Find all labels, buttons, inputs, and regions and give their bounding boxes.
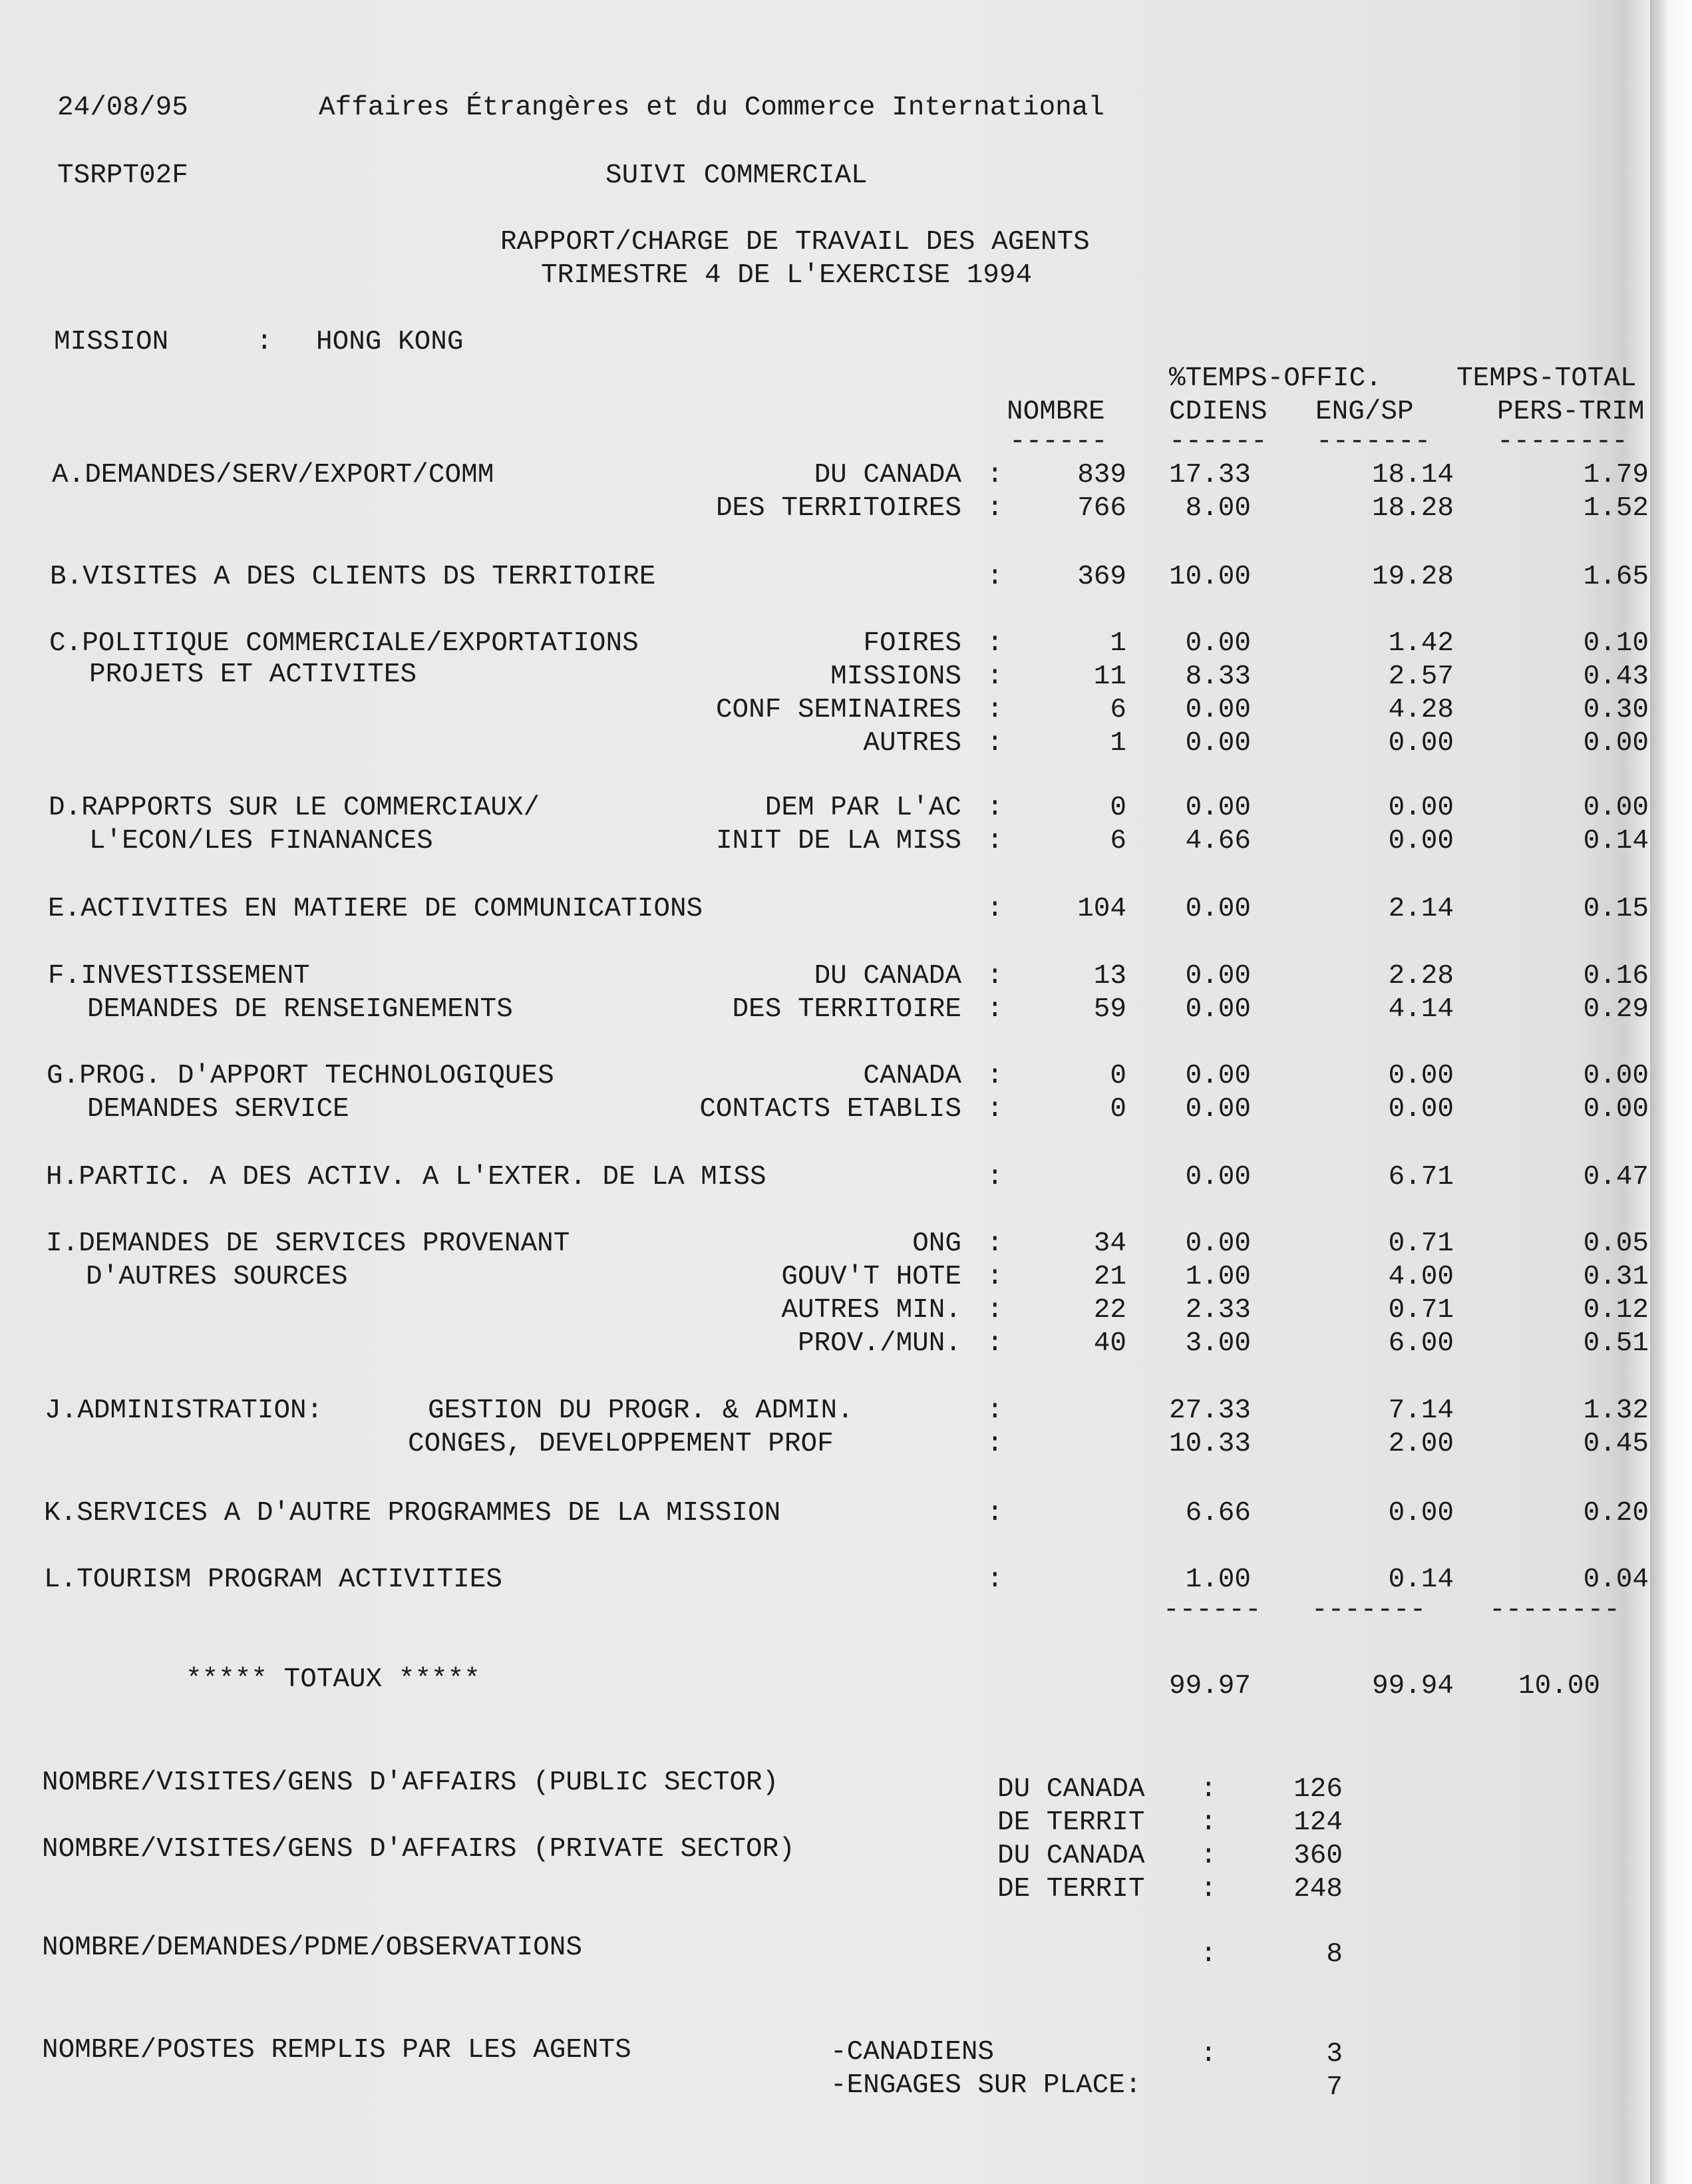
colon: : [987, 1328, 1003, 1359]
engsp-value: 0.71 [1388, 1228, 1454, 1259]
col-nombre: NOMBRE [1007, 397, 1105, 427]
total-value: 0.47 [1583, 1162, 1649, 1192]
total-value: 1.32 [1583, 1395, 1649, 1426]
report-period: TRIMESTRE 4 DE L'EXERCISE 1994 [541, 260, 1033, 291]
colon: : [987, 826, 1003, 856]
nombre-value: 22 [1093, 1295, 1126, 1326]
cdiens-value: 0.00 [1185, 1228, 1251, 1259]
mission-value: HONG KONG [316, 327, 464, 357]
cdiens-value: 0.00 [1185, 961, 1251, 992]
cdiens-value: 0.00 [1185, 994, 1251, 1025]
section-label: J.ADMINISTRATION: [45, 1395, 323, 1426]
cdiens-value: 17.33 [1168, 460, 1251, 490]
observations-value: 8 [1326, 1939, 1343, 1970]
section-label: D'AUTRES SOURCES [86, 1262, 348, 1292]
department-name: Affaires Étrangères et du Commerce International [319, 92, 1104, 123]
totals-rule: ------- [1311, 1595, 1427, 1626]
row-sub-label: DU CANADA [814, 961, 961, 992]
engsp-value: 4.00 [1388, 1262, 1454, 1292]
total-value: 0.43 [1583, 661, 1649, 692]
row-sub-label: CONGES, DEVELOPPEMENT PROF [408, 1429, 834, 1459]
section-label: DEMANDES DE RENSEIGNEMENTS [87, 994, 513, 1025]
row-sub-label: INIT DE LA MISS [715, 826, 961, 856]
engsp-value: 6.71 [1388, 1162, 1454, 1192]
total-value: 0.16 [1583, 961, 1649, 992]
colon: : [987, 793, 1003, 823]
engsp-value: 2.57 [1388, 661, 1454, 692]
section-label: L'ECON/LES FINANANCES [89, 826, 433, 856]
total-value: 0.14 [1583, 826, 1649, 856]
postes-engages-label: -ENGAGES SUR PLACE: [830, 2070, 1142, 2101]
nombre-value: 0 [1110, 1061, 1126, 1091]
visits-public-label: NOMBRE/VISITES/GENS D'AFFAIRS (PUBLIC SECTOR) [42, 1767, 779, 1798]
observations-label: NOMBRE/DEMANDES/PDME/OBSERVATIONS [42, 1932, 582, 1963]
totals-label: ***** TOTAUX ***** [186, 1664, 480, 1695]
report-title: RAPPORT/CHARGE DE TRAVAIL DES AGENTS [500, 227, 1090, 258]
col-rule: ------ [1009, 427, 1108, 457]
scan-page-edge [1650, 0, 1692, 2184]
total-value: 0.31 [1583, 1262, 1649, 1292]
total-value: 0.20 [1583, 1498, 1649, 1529]
engsp-value: 7.14 [1388, 1395, 1454, 1426]
total-value: 0.00 [1583, 728, 1649, 759]
colon: : [987, 1564, 1003, 1595]
engsp-value: 19.28 [1371, 562, 1454, 592]
engsp-value: 4.28 [1388, 695, 1454, 725]
total-value: 0.12 [1583, 1295, 1649, 1326]
row-sub-label: DES TERRITOIRE [732, 994, 961, 1025]
postes-label: NOMBRE/POSTES REMPLIS PAR LES AGENTS [42, 2035, 631, 2066]
mission-label: MISSION [54, 327, 169, 357]
col-engsp: ENG/SP [1315, 397, 1414, 427]
nombre-value: 34 [1093, 1228, 1126, 1259]
visits-label: DU CANADA [997, 1774, 1145, 1805]
section-label: L.TOURISM PROGRAM ACTIVITIES [44, 1564, 502, 1595]
totals-cdiens: 99.97 [1168, 1671, 1251, 1702]
engsp-value: 0.00 [1388, 1498, 1454, 1529]
colon: : [1200, 1874, 1217, 1905]
colon: : [987, 695, 1003, 725]
colon: : [987, 1228, 1003, 1259]
total-value: 1.52 [1583, 493, 1649, 524]
row-sub-label: GOUV'T HOTE [781, 1262, 961, 1292]
total-value: 0.30 [1583, 695, 1649, 725]
engsp-value: 4.14 [1388, 994, 1454, 1025]
engsp-value: 0.00 [1388, 1061, 1454, 1091]
engsp-value: 0.00 [1388, 728, 1454, 759]
visits-label: DE TERRIT [997, 1874, 1145, 1905]
cdiens-value: 0.00 [1185, 695, 1251, 725]
colon: : [987, 1094, 1003, 1125]
visits-value: 126 [1293, 1774, 1343, 1805]
total-value: 0.15 [1583, 894, 1649, 924]
cdiens-value: 0.00 [1185, 894, 1251, 924]
row-sub-label: FOIRES [863, 628, 961, 659]
total-value: 0.45 [1583, 1429, 1649, 1459]
col-rule: ------ [1169, 427, 1268, 457]
cdiens-value: 8.00 [1185, 493, 1251, 524]
visits-label: DE TERRIT [997, 1807, 1145, 1838]
total-value: 0.10 [1583, 628, 1649, 659]
colon: : [987, 994, 1003, 1025]
colon: : [987, 1061, 1003, 1091]
section-label: G.PROG. D'APPORT TECHNOLOGIQUES [47, 1061, 554, 1091]
report-date: 24/08/95 [57, 92, 188, 123]
nombre-value: 0 [1110, 1094, 1126, 1125]
nombre-value: 1 [1110, 628, 1126, 659]
totals-total: 10.00 [1518, 1671, 1600, 1702]
row-sub-label: GESTION DU PROGR. & ADMIN. [428, 1395, 854, 1426]
cdiens-value: 27.33 [1168, 1395, 1251, 1426]
nombre-value: 766 [1077, 493, 1126, 524]
colon: : [987, 661, 1003, 692]
section-label: F.INVESTISSEMENT [48, 961, 310, 992]
colon: : [256, 327, 273, 357]
colon: : [987, 1262, 1003, 1292]
nombre-value: 369 [1077, 562, 1126, 592]
row-sub-label: CANADA [863, 1061, 961, 1091]
section-label: C.POLITIQUE COMMERCIALE/EXPORTATIONS [49, 628, 639, 659]
section-label: I.DEMANDES DE SERVICES PROVENANT [46, 1228, 570, 1259]
total-value: 0.00 [1583, 793, 1649, 823]
nombre-value: 0 [1110, 793, 1126, 823]
postes-canadiens-label: -CANADIENS [830, 2037, 995, 2068]
section-label: E.ACTIVITES EN MATIERE DE COMMUNICATIONS [48, 894, 703, 924]
row-sub-label: MISSIONS [830, 661, 961, 692]
col-temps-offic: %TEMPS-OFFIC. [1169, 363, 1382, 394]
engsp-value: 0.00 [1388, 1094, 1454, 1125]
totals-rule: -------- [1489, 1595, 1620, 1626]
section-label: D.RAPPORTS SUR LE COMMERCIAUX/ [49, 793, 540, 823]
visits-value: 124 [1293, 1807, 1343, 1838]
row-sub-label: DEM PAR L'AC [764, 793, 961, 823]
cdiens-value: 0.00 [1185, 1061, 1251, 1091]
cdiens-value: 1.00 [1185, 1262, 1251, 1292]
row-sub-label: CONTACTS ETABLIS [699, 1094, 961, 1125]
colon: : [987, 628, 1003, 659]
total-value: 1.65 [1583, 562, 1649, 592]
total-value: 0.05 [1583, 1228, 1649, 1259]
nombre-value: 6 [1110, 826, 1126, 856]
section-label: B.VISITES A DES CLIENTS DS TERRITOIRE [50, 562, 656, 592]
col-pers-trim: PERS-TRIM [1497, 397, 1645, 427]
cdiens-value: 3.00 [1185, 1328, 1251, 1359]
engsp-value: 18.28 [1371, 493, 1454, 524]
engsp-value: 1.42 [1388, 628, 1454, 659]
nombre-value: 59 [1093, 994, 1126, 1025]
visits-label: DU CANADA [997, 1841, 1145, 1871]
row-sub-label: DES TERRITOIRES [715, 493, 961, 524]
total-value: 0.29 [1583, 994, 1649, 1025]
row-sub-label: AUTRES MIN. [781, 1295, 961, 1326]
engsp-value: 0.00 [1388, 826, 1454, 856]
cdiens-value: 2.33 [1185, 1295, 1251, 1326]
cdiens-value: 0.00 [1185, 628, 1251, 659]
section-label: DEMANDES SERVICE [87, 1094, 349, 1125]
postes-engages-value: 7 [1326, 2072, 1343, 2103]
postes-canadiens-value: 3 [1326, 2039, 1343, 2070]
cdiens-value: 0.00 [1185, 728, 1251, 759]
colon: : [987, 1498, 1003, 1529]
nombre-value: 104 [1077, 894, 1126, 924]
system-name: SUIVI COMMERCIAL [605, 160, 868, 191]
colon: : [987, 1162, 1003, 1192]
section-label: H.PARTIC. A DES ACTIV. A L'EXTER. DE LA MISS [46, 1162, 766, 1192]
visits-value: 360 [1293, 1841, 1343, 1871]
totals-rule: ------ [1163, 1595, 1262, 1626]
col-rule: -------- [1497, 427, 1628, 457]
engsp-value: 18.14 [1371, 460, 1454, 490]
cdiens-value: 10.00 [1168, 562, 1251, 592]
report-code: TSRPT02F [57, 160, 188, 191]
engsp-value: 2.28 [1388, 961, 1454, 992]
engsp-value: 6.00 [1388, 1328, 1454, 1359]
row-sub-label: ONG [912, 1228, 961, 1259]
cdiens-value: 8.33 [1185, 661, 1251, 692]
cdiens-value: 0.00 [1185, 1094, 1251, 1125]
total-value: 0.00 [1583, 1061, 1649, 1091]
row-sub-label: CONF SEMINAIRES [715, 695, 961, 725]
col-rule: ------- [1316, 427, 1431, 457]
nombre-value: 1 [1110, 728, 1126, 759]
cdiens-value: 0.00 [1185, 793, 1251, 823]
cdiens-value: 1.00 [1185, 1564, 1251, 1595]
colon: : [987, 1429, 1003, 1459]
nombre-value: 21 [1093, 1262, 1126, 1292]
row-sub-label: DU CANADA [814, 460, 961, 490]
nombre-value: 839 [1077, 460, 1126, 490]
visits-value: 248 [1293, 1874, 1343, 1905]
total-value: 0.00 [1583, 1094, 1649, 1125]
col-cdiens: CDIENS [1169, 397, 1268, 427]
colon: : [987, 562, 1003, 592]
nombre-value: 6 [1110, 695, 1126, 725]
totals-engsp: 99.94 [1371, 1671, 1454, 1702]
section-label: K.SERVICES A D'AUTRE PROGRAMMES DE LA MISSION [44, 1498, 781, 1529]
total-value: 0.04 [1583, 1564, 1649, 1595]
colon: : [987, 894, 1003, 924]
engsp-value: 2.14 [1388, 894, 1454, 924]
row-sub-label: AUTRES [863, 728, 961, 759]
colon: : [987, 493, 1003, 524]
engsp-value: 2.00 [1388, 1429, 1454, 1459]
cdiens-value: 6.66 [1185, 1498, 1251, 1529]
cdiens-value: 10.33 [1168, 1429, 1251, 1459]
nombre-value: 13 [1093, 961, 1126, 992]
cdiens-value: 0.00 [1185, 1162, 1251, 1192]
colon: : [987, 728, 1003, 759]
colon: : [1200, 2039, 1217, 2070]
colon: : [987, 460, 1003, 490]
colon: : [1200, 1841, 1217, 1871]
engsp-value: 0.71 [1388, 1295, 1454, 1326]
nombre-value: 40 [1093, 1328, 1126, 1359]
nombre-value: 11 [1093, 661, 1126, 692]
total-value: 0.51 [1583, 1328, 1649, 1359]
row-sub-label: PROV./MUN. [797, 1328, 961, 1359]
engsp-value: 0.14 [1388, 1564, 1454, 1595]
colon: : [1200, 1807, 1217, 1838]
colon: : [987, 1295, 1003, 1326]
visits-private-label: NOMBRE/VISITES/GENS D'AFFAIRS (PRIVATE SECTOR) [42, 1834, 795, 1865]
section-label: A.DEMANDES/SERV/EXPORT/COMM [52, 460, 494, 490]
colon: : [1200, 1939, 1217, 1970]
colon: : [1200, 1774, 1217, 1805]
colon: : [987, 961, 1003, 992]
section-label: PROJETS ET ACTIVITES [89, 659, 417, 690]
cdiens-value: 4.66 [1185, 826, 1251, 856]
engsp-value: 0.00 [1388, 793, 1454, 823]
col-temps-total: TEMPS-TOTAL [1456, 363, 1637, 394]
colon: : [987, 1395, 1003, 1426]
total-value: 1.79 [1583, 460, 1649, 490]
